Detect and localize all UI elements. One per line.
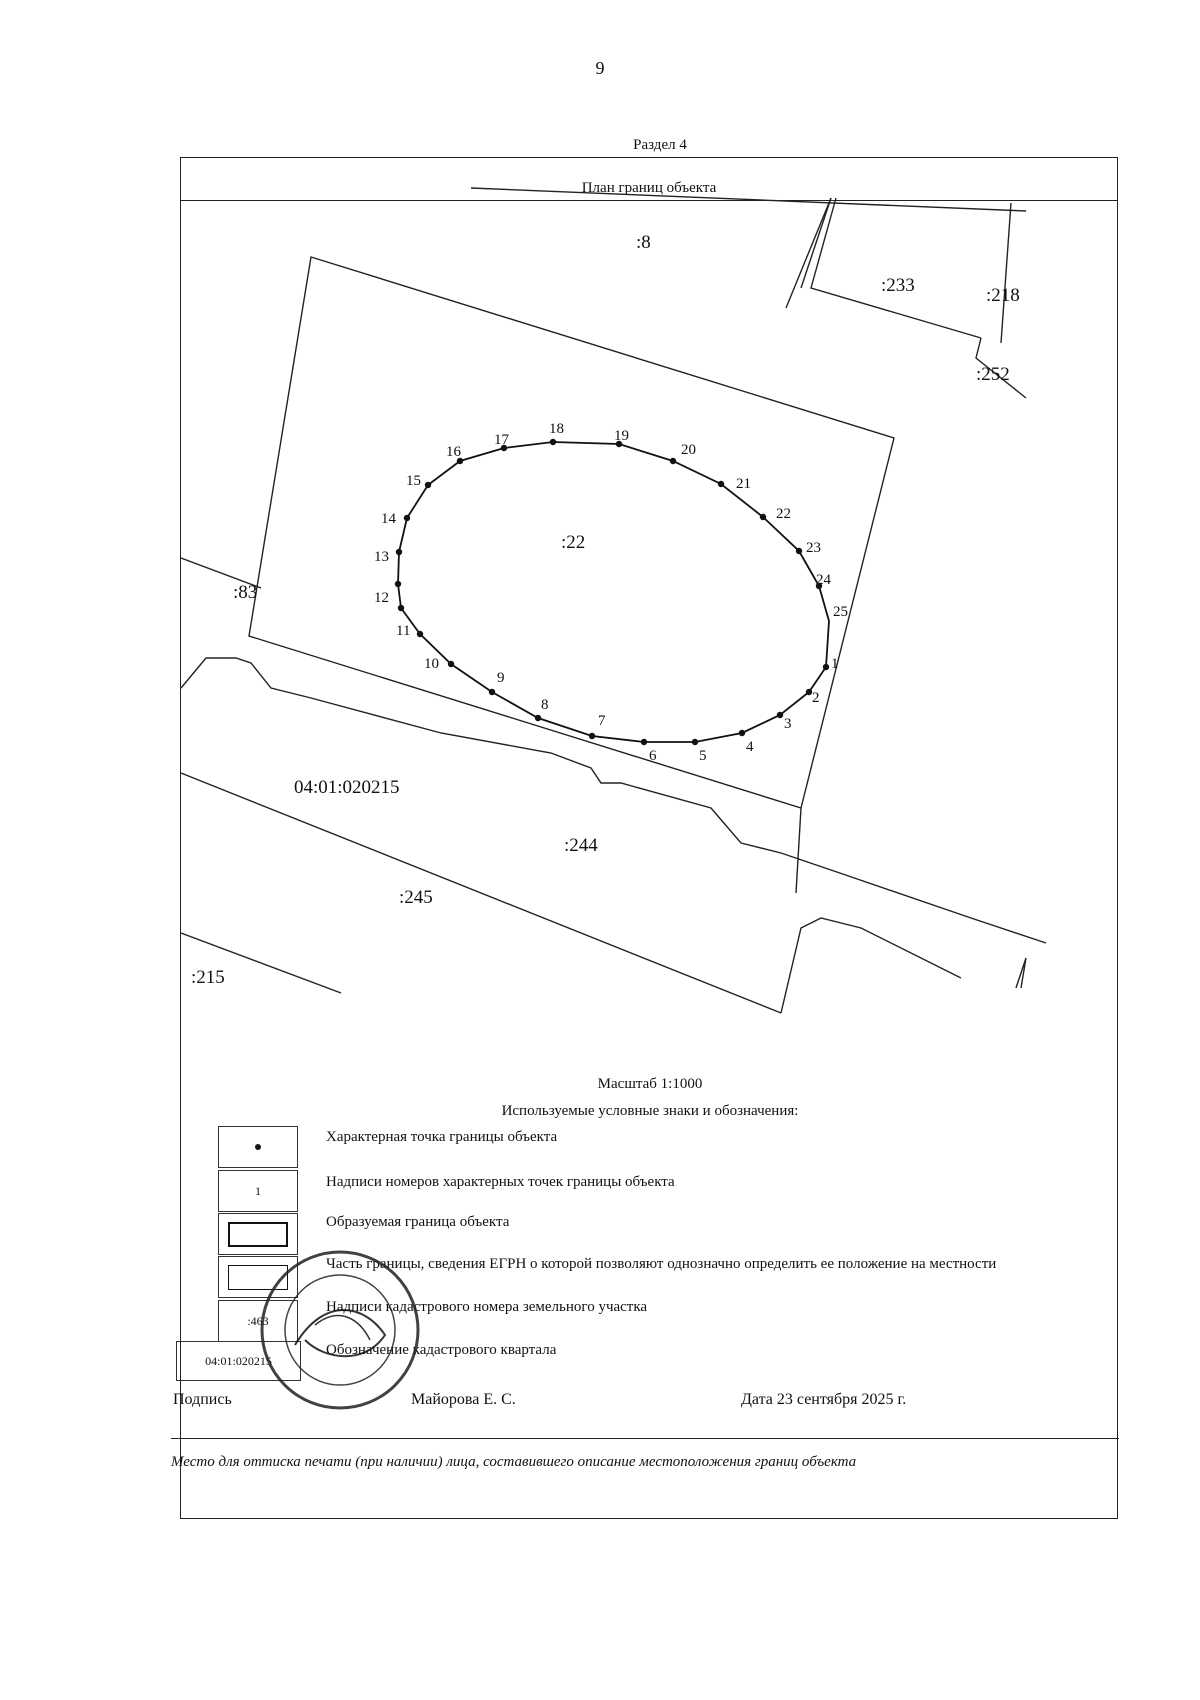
- point-label-16: 16: [446, 444, 461, 460]
- point-label-11: 11: [396, 623, 411, 639]
- parcel-label-252: :252: [976, 364, 1010, 385]
- signature-name: Майорова Е. С.: [411, 1391, 516, 1408]
- legend-sample-point-number: [218, 1170, 298, 1212]
- point-6: [641, 739, 647, 745]
- parcel-245-boundary: [781, 918, 961, 1013]
- footer-note: Место для оттиска печати (при наличии) лица, составившего описание местоположения границ объекта: [171, 1454, 857, 1470]
- legend-item-text: Надписи номеров характерных точек границы объекта: [326, 1174, 675, 1190]
- formed-boundary-swatch: [228, 1222, 288, 1247]
- legend-item-text: Характерная точка границы объекта: [326, 1129, 558, 1145]
- point-label-5: 5: [699, 748, 707, 764]
- legend-sample-point: [218, 1126, 298, 1168]
- point-label-4: 4: [746, 739, 754, 755]
- point-12: [398, 605, 404, 611]
- point-1: [823, 664, 829, 670]
- point-24: [796, 548, 802, 554]
- point-label-25: 25: [833, 604, 848, 620]
- point-9: [489, 689, 495, 695]
- plan-title: План границ объекта: [181, 174, 1117, 201]
- point-label-3: 3: [784, 716, 792, 732]
- point-16: [425, 482, 431, 488]
- point-label-23: 23: [806, 540, 821, 556]
- point-23: [760, 514, 766, 520]
- parcel-line: [796, 808, 801, 893]
- point-label-1: 1: [831, 656, 839, 672]
- point-15: [404, 515, 410, 521]
- parcel-label-244: :244: [564, 835, 598, 856]
- parcel-line: [801, 198, 831, 288]
- legend-title: Используемые условные знаки и обозначения:: [501, 1103, 799, 1119]
- parcel-label-218: :218: [986, 285, 1020, 306]
- point-19: [550, 439, 556, 445]
- point-8: [535, 715, 541, 721]
- boundary-plan-map: [181, 158, 1119, 1073]
- parcel-label-83: :83: [233, 582, 258, 603]
- point-label-21: 21: [736, 476, 751, 492]
- formed-object-boundary: [398, 442, 829, 742]
- parcel-line: [181, 773, 781, 1013]
- legend-item-text: Часть границы, сведения ЕГРН о которой позволяют однозначно определить ее положение на местности: [326, 1256, 997, 1272]
- signature-date: Дата 23 сентября 2025 г.: [741, 1391, 907, 1408]
- parcel-244-boundary: [181, 658, 1046, 943]
- point-label-8: 8: [541, 697, 549, 713]
- point-label-24: 24: [816, 572, 831, 588]
- legend-item-text: Обозначение кадастрового квартала: [326, 1342, 557, 1358]
- point-marker-icon: [255, 1144, 261, 1150]
- point-label-19: 19: [614, 428, 629, 444]
- section-title: Раздел 4: [633, 137, 687, 153]
- point-label-6: 6: [649, 748, 657, 764]
- point-5: [692, 739, 698, 745]
- legend-item-text: Образуемая граница объекта: [326, 1214, 510, 1230]
- point-13: [395, 581, 401, 587]
- point-label-7: 7: [598, 713, 606, 729]
- point-label-18: 18: [549, 421, 564, 437]
- point-7: [589, 733, 595, 739]
- point-label-15: 15: [406, 473, 421, 489]
- point-label-2: 2: [812, 690, 820, 706]
- point-4: [739, 730, 745, 736]
- point-label-22: 22: [776, 506, 791, 522]
- scale-label: Масштаб 1:1000: [597, 1076, 703, 1092]
- page-number: 9: [595, 58, 605, 78]
- parcel-label-233: :233: [881, 275, 915, 296]
- point-label-13: 13: [374, 549, 389, 565]
- parcel-233-boundary: [811, 198, 981, 338]
- point-label-14: 14: [381, 511, 396, 527]
- legend-sample-text: 1: [255, 1183, 261, 1198]
- point-14: [396, 549, 402, 555]
- legend-sample-text: 04:01:020215: [205, 1353, 272, 1368]
- parcel-line: [1016, 958, 1026, 988]
- point-label-9: 9: [497, 670, 505, 686]
- seal-stamp: [255, 1245, 425, 1415]
- signature-stamp-line: [171, 1438, 1119, 1439]
- point-label-12: 12: [374, 590, 389, 606]
- quarter-label: 04:01:020215: [294, 777, 400, 798]
- point-21: [670, 458, 676, 464]
- legend-item-text: Надписи кадастрового номера земельного участка: [326, 1299, 648, 1315]
- parcel-line: [471, 188, 1026, 211]
- signature-label: Подпись: [173, 1391, 232, 1408]
- point-11: [417, 631, 423, 637]
- parcel-label-245: :245: [399, 887, 433, 908]
- parcel-label-8: :8: [636, 232, 651, 253]
- point-label-10: 10: [424, 656, 439, 672]
- parcel-line: [1001, 203, 1011, 343]
- point-label-20: 20: [681, 442, 696, 458]
- legend-sample-text: :463: [247, 1313, 269, 1328]
- point-label-17: 17: [494, 432, 509, 448]
- parcel-label-center: :22: [561, 532, 586, 553]
- parcel-label-215: :215: [191, 967, 225, 988]
- point-10: [448, 661, 454, 667]
- point-22: [718, 481, 724, 487]
- point-3: [777, 712, 783, 718]
- characteristic-points: [395, 439, 829, 745]
